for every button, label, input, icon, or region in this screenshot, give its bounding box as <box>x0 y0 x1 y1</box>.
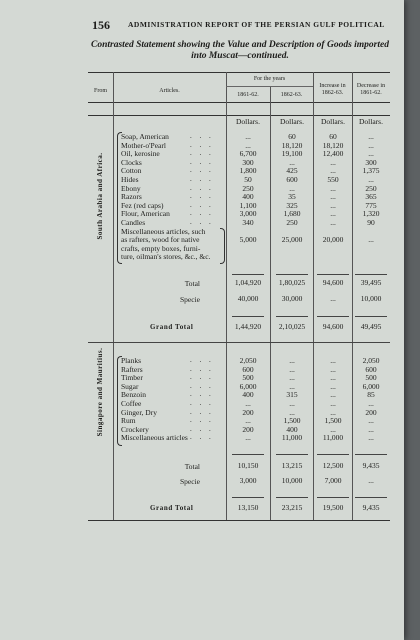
cell-dec: 500 <box>365 373 377 383</box>
leader-dots: . . . <box>190 373 214 382</box>
section-divider <box>88 342 390 343</box>
cell-y1: 200 <box>242 407 254 417</box>
misc-cell-y1: 5,000 <box>239 235 257 245</box>
total-cell-dec: 39,495 <box>360 278 382 287</box>
cell-inc: ... <box>330 192 336 202</box>
total-cell-dec: 9,435 <box>362 461 380 470</box>
total-cell-y2: 1,80,025 <box>278 278 306 287</box>
article-name: Planks <box>121 356 142 365</box>
grand-cell-inc: 94,600 <box>322 322 344 331</box>
cell-dec: ... <box>368 140 374 150</box>
article-name: Ebony <box>121 183 141 193</box>
grand-rule <box>276 497 308 498</box>
cell-y1: ... <box>245 132 251 141</box>
leader-dots: . . . <box>190 218 214 226</box>
sum-rule <box>276 274 308 275</box>
unit-year1: Dollars. <box>236 117 260 126</box>
cell-y2: 600 <box>286 175 298 184</box>
leader-dots: . . . <box>190 149 214 158</box>
cell-y1: 250 <box>242 183 254 193</box>
grand-cell-y1: 1,44,920 <box>234 322 262 331</box>
cell-dec: 6,000 <box>362 381 380 391</box>
leader-dots: . . . <box>190 183 214 192</box>
misc-cell-inc: 20,000 <box>322 235 344 245</box>
leader-dots: . . . <box>190 399 214 407</box>
article-name: Coffee <box>121 399 142 408</box>
article-name: Flour, American <box>121 209 170 219</box>
cell-inc: ... <box>330 356 336 365</box>
grand-cell-dec: 49,495 <box>360 322 382 331</box>
cell-inc: ... <box>330 183 336 193</box>
leader-dots: . . . <box>190 407 214 416</box>
running-title: ADMINISTRATION REPORT OF THE PERSIAN GULF POLITICAL <box>128 20 385 29</box>
cell-y1: 1,800 <box>239 166 257 176</box>
section-2-specie-label: Specie <box>180 477 200 486</box>
grand-rule <box>317 497 349 498</box>
cell-dec: ... <box>368 149 374 159</box>
article-name: Sugar <box>121 381 139 391</box>
leader-dots: . . . <box>190 132 214 140</box>
misc-line: as rafters, wood for native <box>121 235 200 245</box>
sum-rule <box>355 454 387 455</box>
leader-dots: . . . <box>190 166 214 175</box>
section-1-grand-total-label: Grand Total <box>150 323 194 331</box>
cell-y1: 400 <box>242 390 254 400</box>
cell-inc: ... <box>330 381 336 391</box>
cell-y1: 3,000 <box>239 209 257 219</box>
cell-inc: 11,000 <box>322 433 344 443</box>
sum-rule <box>317 274 349 275</box>
unit-decrease: Dollars. <box>359 117 383 126</box>
col-header-decrease: Decrease in 1861-62. <box>356 83 386 96</box>
total-cell-y1: 10,150 <box>237 461 259 470</box>
leader-dots: . . . <box>190 140 214 149</box>
cell-y2: ... <box>289 356 295 365</box>
cell-y2: 60 <box>288 132 296 141</box>
page-number: 156 <box>92 18 110 32</box>
cell-y2: ... <box>289 157 295 167</box>
cell-y2: 315 <box>286 390 298 400</box>
grand-cell-y1: 13,150 <box>237 503 259 512</box>
total-cell-y1: 1,04,920 <box>234 278 262 287</box>
col-header-from: From <box>93 88 107 94</box>
article-name: Cotton <box>121 166 142 176</box>
col-header-articles: Articles. <box>159 88 180 94</box>
cell-inc: ... <box>330 200 336 210</box>
cell-inc: ... <box>330 390 336 400</box>
cell-y1: 400 <box>242 192 254 202</box>
cell-inc: 12,400 <box>322 149 344 159</box>
specie-cell-dec: ... <box>368 476 374 485</box>
cell-dec: ... <box>368 433 374 443</box>
grand-rule <box>355 316 387 317</box>
table-top-rule <box>88 72 390 73</box>
cell-y1: 2,050 <box>239 356 257 365</box>
article-name: Crockery <box>121 424 149 434</box>
cell-y2: ... <box>289 381 295 391</box>
cell-y2: ... <box>289 373 295 383</box>
leader-dots: . . . <box>190 424 214 433</box>
leader-dots: . . . <box>190 157 214 166</box>
grand-rule <box>232 316 264 317</box>
years-subrule <box>226 86 313 87</box>
cell-y2: 1,500 <box>283 416 301 426</box>
specie-cell-y2: 30,000 <box>281 294 303 303</box>
leader-dots: . . . <box>190 192 214 201</box>
article-name: Benzoin <box>121 390 146 400</box>
cell-y2: 18,120 <box>281 140 303 150</box>
cell-dec: ... <box>368 132 374 141</box>
sum-rule <box>232 454 264 455</box>
unit-row-rule <box>88 115 390 116</box>
cell-inc: 550 <box>327 175 339 184</box>
cell-dec: 300 <box>365 157 377 167</box>
col-header-year1: 1861-62. <box>237 92 259 98</box>
article-name: Razors <box>121 192 142 202</box>
article-name: Candles <box>121 218 146 227</box>
misc-line: ture, oilman's stores, &c., &c. <box>121 252 211 262</box>
col-header-increase: Increase in 1862-63. <box>319 83 346 96</box>
cell-dec: ... <box>368 399 374 408</box>
total-cell-y2: 13,215 <box>281 461 303 470</box>
leader-dots: . . . <box>190 364 214 373</box>
col-header-year2: 1862-63. <box>280 92 303 98</box>
sum-rule <box>232 274 264 275</box>
cell-dec: 365 <box>365 192 377 202</box>
cell-dec: ... <box>368 424 374 434</box>
cell-dec: 200 <box>365 407 377 417</box>
cell-inc: 1,500 <box>324 416 342 426</box>
section-1-total-label: Total <box>184 279 200 288</box>
title-line-2: into Muscat—continued. <box>191 51 289 61</box>
cell-dec: 1,320 <box>362 209 380 219</box>
cell-y1: 6,000 <box>239 381 257 391</box>
cell-y1: 1,100 <box>239 200 257 210</box>
misc-brace <box>220 228 225 264</box>
misc-line: Miscellaneous articles, such <box>121 226 206 236</box>
cell-y2: ... <box>289 364 295 374</box>
cell-inc: ... <box>330 424 336 434</box>
article-name: Oil, kerosine <box>121 149 160 159</box>
title-line-1: Contrasted Statement showing the Value and Description of Goods imported <box>91 40 389 50</box>
cell-y2: 425 <box>286 166 298 176</box>
cell-dec: 775 <box>365 200 377 210</box>
cell-y1: 200 <box>242 424 254 434</box>
specie-cell-y2: 10,000 <box>281 476 303 485</box>
article-name: Soap, American <box>121 132 169 141</box>
grand-cell-y2: 23,215 <box>281 503 303 512</box>
grand-rule <box>317 316 349 317</box>
article-name: Timber <box>121 373 143 383</box>
cell-inc: ... <box>330 209 336 219</box>
cell-dec: 90 <box>367 218 375 227</box>
leader-dots: . . . <box>190 209 214 218</box>
cell-y1: 300 <box>242 157 254 167</box>
cell-dec: 600 <box>365 364 377 374</box>
leader-dots: . . . <box>190 416 214 425</box>
misc-line: crafts, empty boxes, furni- <box>121 243 201 253</box>
grand-cell-inc: 19,500 <box>322 503 344 512</box>
specie-cell-inc: 7,000 <box>324 476 342 485</box>
grand-rule <box>355 497 387 498</box>
cell-dec: 1,375 <box>362 166 380 176</box>
article-name: Hides <box>121 175 139 184</box>
article-name: Rafters <box>121 364 143 374</box>
region-label-singapore-mauritius: Singapore and Mauritius. <box>96 347 104 437</box>
cell-inc: ... <box>330 157 336 167</box>
cell-y2: 325 <box>286 200 298 210</box>
article-name: Miscellaneous articles <box>121 433 188 443</box>
leader-dots: . . . <box>190 381 214 390</box>
leader-dots: . . . <box>190 175 214 183</box>
cell-inc: ... <box>330 364 336 374</box>
cell-y1: ... <box>245 433 251 443</box>
grand-rule <box>276 316 308 317</box>
article-name: Clocks <box>121 157 142 167</box>
leader-dots: . . . <box>190 200 214 209</box>
cell-inc: ... <box>330 166 336 176</box>
cell-inc: 18,120 <box>322 140 344 150</box>
leader-dots: . . . <box>190 433 214 442</box>
unit-year2: Dollars. <box>280 117 304 126</box>
cell-dec: 85 <box>367 390 375 400</box>
grand-cell-dec: 9,435 <box>362 503 380 512</box>
cell-y2: ... <box>289 183 295 193</box>
total-cell-inc: 94,600 <box>322 278 344 287</box>
leader-dots: . . . <box>190 390 214 399</box>
leader-dots: . . . <box>190 356 214 364</box>
table-bottom-rule <box>88 520 390 521</box>
cell-y2: 1,680 <box>283 209 301 219</box>
table-title <box>90 40 390 62</box>
cell-y2: ... <box>289 407 295 417</box>
sum-rule <box>355 274 387 275</box>
sum-rule <box>276 454 308 455</box>
specie-cell-y1: 40,000 <box>237 294 259 303</box>
article-name: Rum <box>121 416 136 426</box>
article-name: Mother-o'Pearl <box>121 140 166 150</box>
section-2-total-label: Total <box>184 462 200 471</box>
cell-y1: 600 <box>242 364 254 374</box>
section-1-specie-label: Specie <box>180 295 200 304</box>
article-name: Fez (red caps) <box>121 200 164 210</box>
specie-cell-dec: 10,000 <box>360 294 382 303</box>
cell-inc: 60 <box>329 132 337 141</box>
col-header-for-the-years: For the years <box>253 76 286 82</box>
cell-y2: ... <box>289 399 295 408</box>
cell-y2: 35 <box>288 192 296 202</box>
header-bottom-rule <box>88 102 390 103</box>
page-header <box>0 18 404 32</box>
cell-y1: ... <box>245 399 251 408</box>
cell-y1: 50 <box>244 175 252 184</box>
specie-cell-y1: 3,000 <box>239 476 257 485</box>
col-divider-from <box>113 72 114 520</box>
grand-cell-y2: 2,10,025 <box>278 322 306 331</box>
misc-cell-y2: 25,000 <box>281 235 303 245</box>
grand-rule <box>232 497 264 498</box>
cell-dec: 2,050 <box>362 356 380 365</box>
region-label-south-arabia-africa: South Arabia and Africa. <box>96 152 104 240</box>
unit-increase: Dollars. <box>321 117 345 126</box>
cell-inc: ... <box>330 218 336 227</box>
cell-dec: 250 <box>365 183 377 193</box>
cell-y2: 11,000 <box>281 433 303 443</box>
cell-dec: ... <box>368 416 374 426</box>
sum-rule <box>317 454 349 455</box>
cell-y1: ... <box>245 416 251 426</box>
article-name: Ginger, Dry <box>121 407 157 417</box>
cell-inc: ... <box>330 373 336 383</box>
cell-y2: 250 <box>286 218 298 227</box>
cell-y1: 500 <box>242 373 254 383</box>
cell-y1: 6,700 <box>239 149 257 159</box>
cell-dec: ... <box>368 175 374 184</box>
total-cell-inc: 12,500 <box>322 461 344 470</box>
cell-y1: ... <box>245 140 251 150</box>
cell-y2: 19,100 <box>281 149 303 159</box>
section-2-grand-total-label: Grand Total <box>150 504 194 512</box>
cell-inc: ... <box>330 407 336 417</box>
cell-y2: 400 <box>286 424 298 434</box>
specie-cell-inc: ... <box>330 294 336 303</box>
cell-y1: 340 <box>242 218 254 227</box>
cell-inc: ... <box>330 399 336 408</box>
misc-cell-dec: ... <box>368 235 374 245</box>
